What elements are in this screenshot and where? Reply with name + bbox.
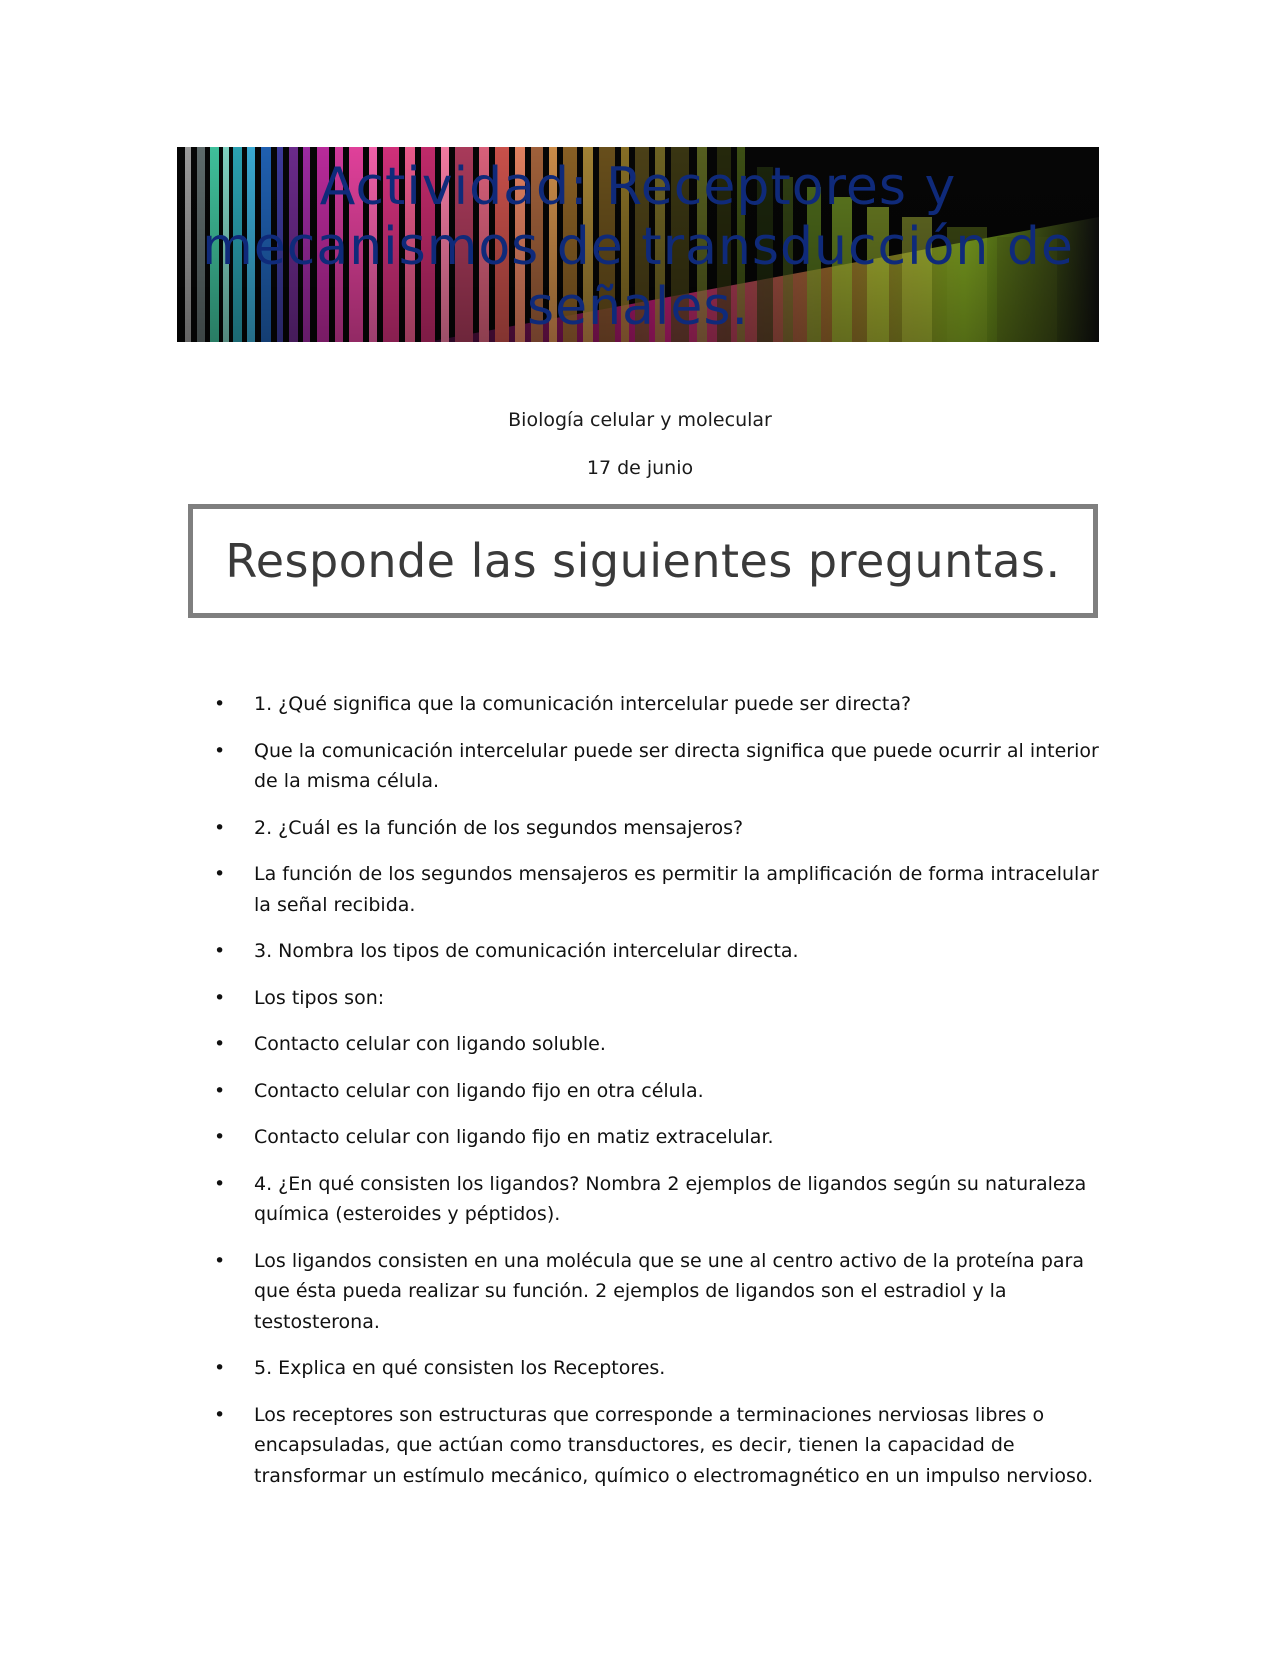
list-item-text: 4. ¿En qué consisten los ligandos? Nombra 2 ejemplos de ligandos según su naturaleza química (esteroides y péptidos). bbox=[254, 1172, 1087, 1225]
list-item-text: Los ligandos consisten en una molécula que se une al centro activo de la proteína para que ésta pueda realizar su función. 2 ejemplos de ligandos son el estradiol y la testosterona. bbox=[254, 1249, 1085, 1333]
list-item-text: Contacto celular con ligando soluble. bbox=[254, 1033, 606, 1055]
bullet-icon: • bbox=[214, 1126, 226, 1148]
bullet-icon: • bbox=[214, 1172, 226, 1195]
list-item-text: La función de los segundos mensajeros es permitir la amplificación de forma intracelular la señal recibida. bbox=[254, 863, 1099, 916]
list-item bbox=[214, 813, 1104, 844]
header-banner bbox=[177, 147, 1099, 342]
list-item-text: Contacto celular con ligando fijo en matiz extracelular. bbox=[254, 1126, 774, 1148]
list-item-text: 1. ¿Qué significa que la comunicación intercelular puede ser directa? bbox=[254, 693, 912, 715]
question-answer-list bbox=[214, 689, 1104, 1507]
list-item-text: 3. Nombra los tipos de comunicación intercelular directa. bbox=[254, 940, 799, 962]
bullet-icon: • bbox=[214, 940, 226, 962]
subject-line: Biología celular y molecular bbox=[508, 409, 772, 431]
bullet-icon: • bbox=[214, 863, 226, 885]
list-item-text: Contacto celular con ligando fijo en otra célula. bbox=[254, 1079, 704, 1102]
list-item bbox=[214, 689, 1104, 720]
list-item-text: Que la comunicación intercelular puede ser directa significa que puede ocurrir al interior de la misma célula. bbox=[254, 739, 1099, 792]
bullet-icon: • bbox=[214, 693, 226, 715]
list-item bbox=[214, 1246, 1104, 1338]
list-item bbox=[214, 983, 1104, 1014]
list-item bbox=[214, 1353, 1104, 1384]
instructions-box bbox=[188, 504, 1098, 618]
list-item bbox=[214, 1122, 1104, 1153]
bullet-icon: • bbox=[214, 1249, 226, 1272]
list-item bbox=[214, 1076, 1104, 1107]
list-item-text: Los receptores son estructuras que corresponde a terminaciones nerviosas libres o encapsuladas, que actúan como transductores, es decir, tienen la capacidad de transformar un estímulo mecánico, químico o electromagnético en un impulso nervioso. bbox=[254, 1403, 1094, 1487]
instructions-heading: Responde las siguientes preguntas. bbox=[225, 534, 1061, 588]
list-item-text: 2. ¿Cuál es la función de los segundos mensajeros? bbox=[254, 816, 744, 839]
list-item bbox=[214, 1029, 1104, 1060]
date-line: 17 de junio bbox=[586, 457, 694, 479]
list-item-text: 5. Explica en qué consisten los Receptores. bbox=[254, 1357, 666, 1379]
list-item bbox=[214, 1400, 1104, 1492]
list-item bbox=[214, 1169, 1104, 1230]
bullet-icon: • bbox=[214, 1033, 226, 1055]
list-item bbox=[214, 859, 1104, 920]
bullet-icon: • bbox=[214, 1357, 226, 1379]
bullet-icon: • bbox=[214, 1403, 226, 1426]
bullet-icon: • bbox=[214, 986, 226, 1009]
list-item bbox=[214, 936, 1104, 967]
bullet-icon: • bbox=[214, 816, 226, 839]
document-title: Actividad: Receptores y mecanismos de transducción de señales. bbox=[202, 157, 1074, 337]
bullet-icon: • bbox=[214, 739, 226, 762]
list-item-text: Los tipos son: bbox=[254, 986, 385, 1009]
list-item bbox=[214, 736, 1104, 797]
bullet-icon: • bbox=[214, 1079, 226, 1102]
